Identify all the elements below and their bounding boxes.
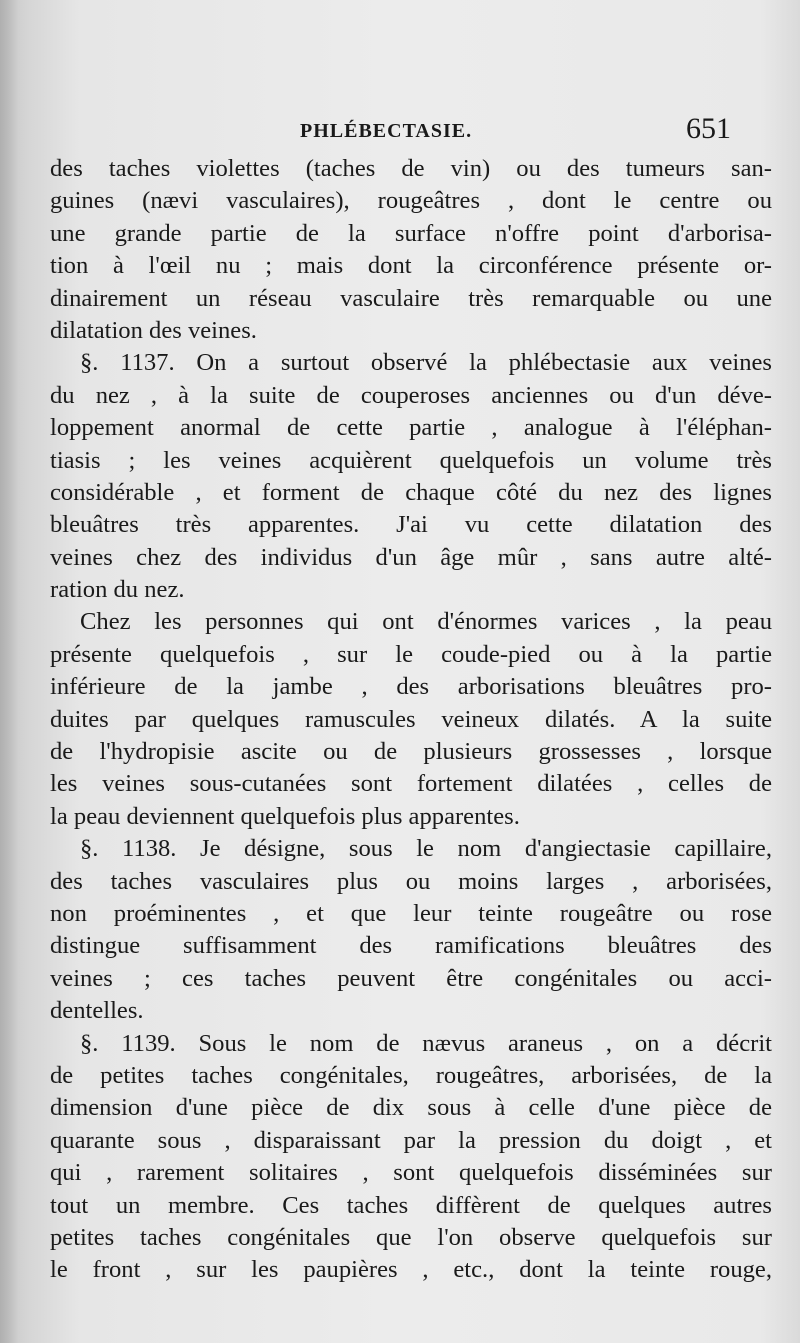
running-head [0, 112, 800, 152]
text-line: les veines sous-cutanées sont fortement dilatées , celles de [50, 770, 772, 798]
page-shadow [0, 0, 18, 1343]
text-line: bleuâtres très apparentes. J'ai vu cette dilatation des [50, 511, 772, 539]
text-line: non proéminentes , et que leur teinte rougeâtre ou rose [50, 899, 772, 927]
text-line: des taches violettes (taches de vin) ou des tumeurs san- [50, 155, 772, 182]
text-line: dimension d'une pièce de dix sous à celle d'une pièce de [50, 1094, 772, 1122]
text-line: des taches vasculaires plus ou moins larges , arborisées, [50, 867, 772, 895]
text-line: considérable , et forment de chaque côté du nez des lignes [50, 478, 772, 506]
text-line: quarante sous , disparaissant par la pression du doigt , et [50, 1126, 772, 1154]
text-line: ration du nez. [50, 576, 185, 604]
text-line: petites taches congénitales que l'on observe quelquefois sur [50, 1223, 772, 1251]
text-line: inférieure de la jambe , des arborisations bleuâtres pro- [50, 673, 772, 701]
text-line: guines (nævi vasculaires), rougeâtres , dont le centre ou [50, 187, 772, 215]
text-line: tout un membre. Ces taches diffèrent de quelques autres [50, 1191, 772, 1219]
text-line: §. 1137. On a surtout observé la phlébectasie aux veines [80, 349, 772, 377]
text-line: tiasis ; les veines acquièrent quelquefois un volume très [50, 446, 772, 474]
body-text [50, 153, 772, 1287]
running-title: PHLÉBECTASIE. [300, 120, 473, 142]
text-line: veines ; ces taches peuvent être congénitales ou acci- [50, 964, 772, 992]
text-line: loppement anormal de cette partie , analogue à l'éléphan- [50, 414, 772, 442]
text-line: de petites taches congénitales, rougeâtres, arborisées, de la [50, 1061, 772, 1089]
text-line: veines chez des individus d'un âge mûr , sans autre alté- [50, 543, 772, 571]
text-line: la peau deviennent quelquefois plus apparentes. [50, 802, 520, 830]
text-line: qui , rarement solitaires , sont quelquefois disséminées sur [50, 1159, 772, 1187]
text-line: distingue suffisamment des ramifications bleuâtres des [50, 932, 772, 960]
text-line: de l'hydropisie ascite ou de plusieurs grossesses , lorsque [50, 738, 772, 766]
text-line: §. 1139. Sous le nom de nævus araneus , on a décrit [80, 1029, 772, 1057]
page-number: 651 [686, 112, 731, 145]
text-line: dentelles. [50, 997, 144, 1025]
text-line: duites par quelques ramuscules veineux dilatés. A la suite [50, 705, 772, 733]
text-line: une grande partie de la surface n'offre point d'arborisa- [50, 219, 772, 247]
text-line: du nez , à la suite de couperoses anciennes ou d'un déve- [50, 381, 772, 409]
text-line: dilatation des veines. [50, 316, 257, 344]
text-line: Chez les personnes qui ont d'énormes varices , la peau [80, 608, 772, 636]
text-line: dinairement un réseau vasculaire très remarquable ou une [50, 284, 772, 312]
text-line: tion à l'œil nu ; mais dont la circonférence présente or- [50, 252, 772, 280]
text-line: le front , sur les paupières , etc., dont la teinte rouge, [50, 1256, 772, 1284]
text-line: §. 1138. Je désigne, sous le nom d'angiectasie capillaire, [80, 835, 772, 863]
text-line: présente quelquefois , sur le coude-pied ou à la partie [50, 640, 772, 668]
